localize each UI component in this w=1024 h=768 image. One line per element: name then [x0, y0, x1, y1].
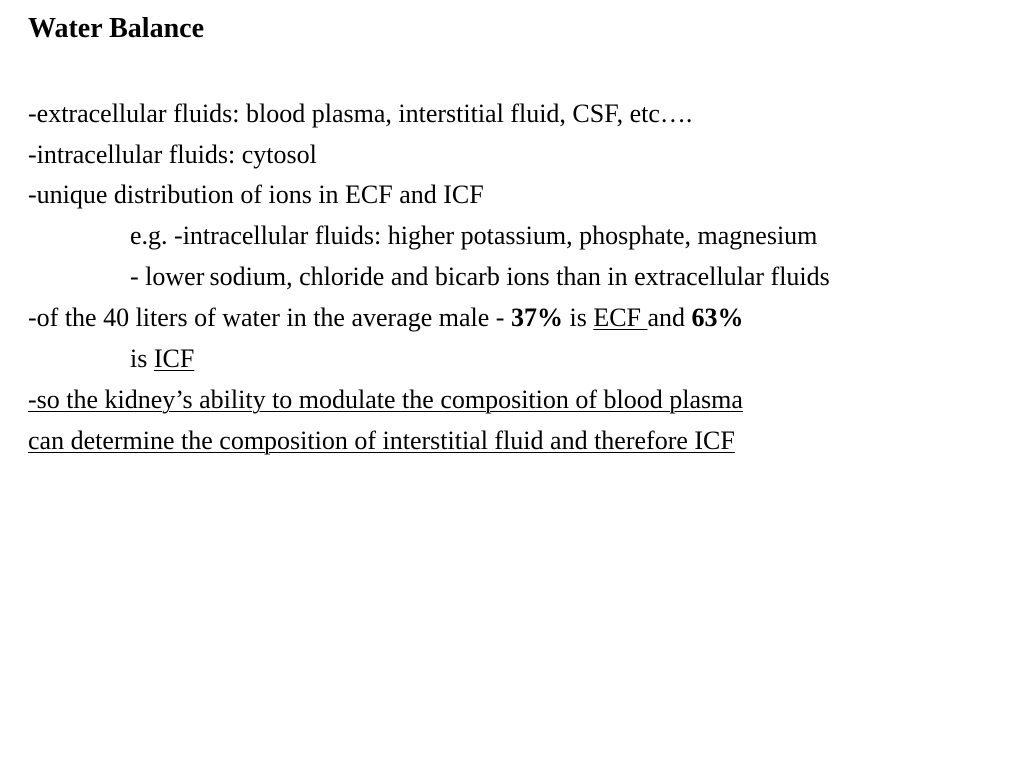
ecf-percentage: 37% [510, 303, 563, 332]
bullet-intracellular-fluids: -intracellular fluids: cytosol [28, 140, 317, 169]
water-distribution-text: -of the 40 liters of water in the average male - [28, 303, 511, 332]
bullet-kidney-ability: -so the kidney’s ability to modulate the composition of blood plasma [28, 385, 743, 414]
water-distribution-and: and [647, 303, 692, 332]
slide-title: Water Balance [28, 13, 205, 44]
water-distribution-is: is [562, 303, 594, 332]
sub-bullet-lower-ions: - lower sodium, chloride and bicarb ions than in extracellular fluids [130, 262, 830, 291]
icf-term: ICF [153, 344, 195, 373]
ecf-term: ECF [593, 303, 648, 332]
bullet-water-distribution [28, 301, 744, 335]
icf-percentage: 63% [691, 303, 744, 332]
bullet-extracellular-fluids: -extracellular fluids: blood plasma, interstitial fluid, CSF, etc…. [28, 99, 693, 128]
bullet-water-distribution-cont [130, 342, 194, 376]
sub-bullet-intracellular-example: e.g. -intracellular fluids: higher potassium, phosphate, magnesium [130, 221, 818, 250]
bullet-ion-distribution: -unique distribution of ions in ECF and ICF [28, 180, 484, 209]
bullet-kidney-ability-cont: can determine the composition of interstitial fluid and therefore ICF [28, 426, 735, 455]
water-distribution-is-icf: is [130, 344, 154, 373]
